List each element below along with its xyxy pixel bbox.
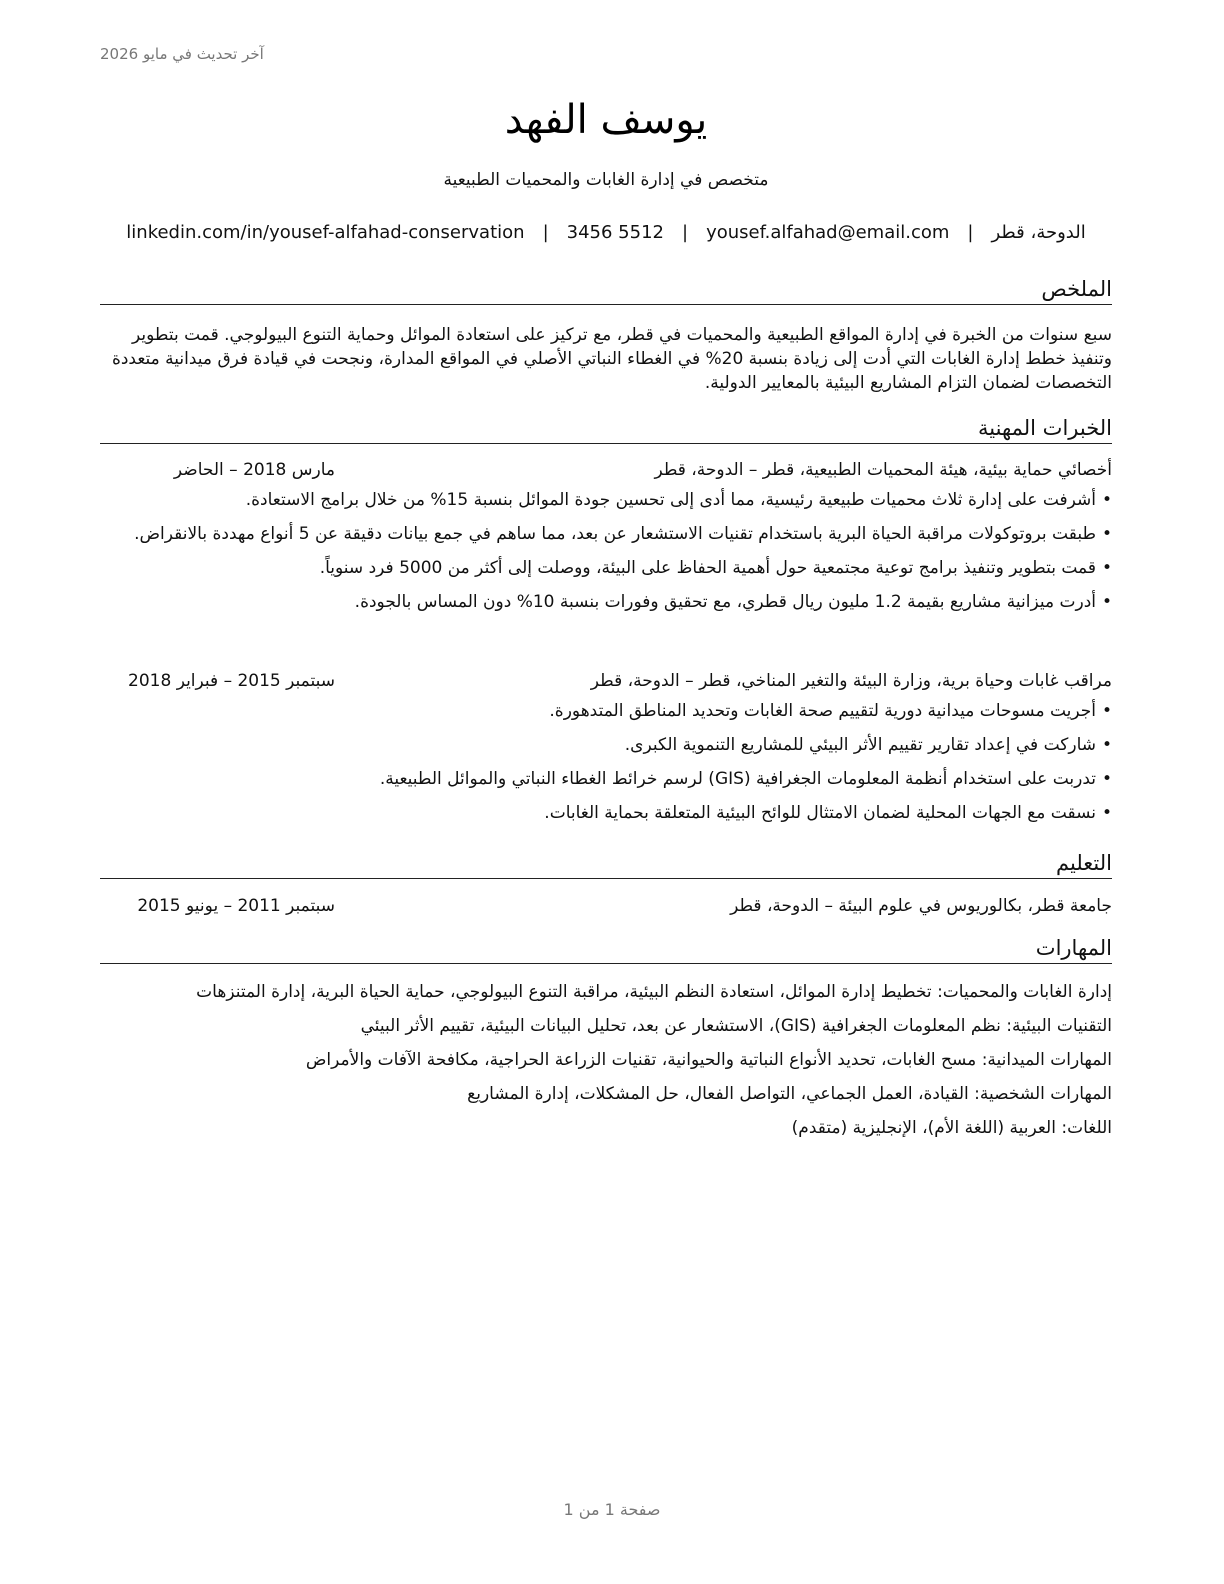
skill-line: المهارات الميدانية: مسح الغابات، تحديد الأنواع النباتية والحيوانية، تقنيات الزراعة الحراجية، مكافحة الآفات والأمراض [305, 1050, 1112, 1070]
section-heading-skills: المهارات [100, 934, 1112, 964]
contact-phone[interactable]: 3456 5512 [566, 222, 664, 243]
list-item: • قمت بتطوير وتنفيذ برامج توعية مجتمعية حول أهمية الحفاظ على البيئة، ووصلت إلى أكثر من 5000 فرد سنوياً. [100, 556, 1112, 580]
job-role: أخصائي حماية بيئية، هيئة المحميات الطبيعية، قطر – الدوحة، قطر [654, 460, 1112, 480]
list-item: • أشرفت على إدارة ثلاث محميات طبيعية رئيسية، مما أدى إلى تحسين جودة الموائل بنسبة 15% من خلال برامج الاستعادة. [100, 488, 1112, 512]
contact-separator: | [542, 222, 549, 243]
job-bullets [100, 488, 1112, 624]
page-number: صفحة 1 من 1 [563, 1500, 661, 1519]
education-degree: جامعة قطر، بكالوريوس في علوم البيئة – الدوحة، قطر [730, 896, 1112, 916]
skill-line: التقنيات البيئية: نظم المعلومات الجغرافية (GIS)، الاستشعار عن بعد، تحليل البيانات البيئية، تقييم الأثر البيئي [360, 1016, 1112, 1036]
last-updated-note: آخر تحديث في مايو 2026 [100, 45, 264, 63]
skill-line: اللغات: العربية (اللغة الأم)، الإنجليزية (متقدم) [791, 1118, 1112, 1138]
job-header [100, 668, 1112, 694]
job-dates: سبتمبر 2015 – فبراير 2018 [128, 671, 335, 691]
skill-line: المهارات الشخصية: القيادة، العمل الجماعي، التواصل الفعال، حل المشكلات، إدارة المشاريع [467, 1084, 1112, 1104]
list-item: • نسقت مع الجهات المحلية لضمان الامتثال للوائح البيئية المتعلقة بحماية الغابات. [100, 801, 1112, 825]
job-dates: مارس 2018 – الحاضر [173, 460, 335, 480]
section-heading-education: التعليم [100, 849, 1112, 879]
section-heading-summary: الملخص [100, 275, 1112, 305]
list-item: • أدرت ميزانية مشاريع بقيمة 1.2 مليون ريال قطري، مع تحقيق وفورات بنسبة 10% دون المساس بالجودة. [100, 590, 1112, 614]
summary-text: سبع سنوات من الخبرة في إدارة المواقع الطبيعية والمحميات في قطر، مع تركيز على استعادة الموائل وحماية التنوع البيولوجي. قمت بتطوير وتنفيذ خطط إدارة الغابات التي أدت إلى زيادة بنسبة 20% في الغطاء النباتي الأصلي في المواقع المدارة، ونجحت في قيادة فرق ميدانية متعددة التخصصات لضمان التزام المشاريع البيئية بالمعايير الدولية. [111, 325, 1112, 393]
resume-page [100, 0, 1112, 1584]
contact-line [100, 222, 1112, 243]
list-item: • طبقت بروتوكولات مراقبة الحياة البرية باستخدام تقنيات الاستشعار عن بعد، مما ساهم في جمع بيانات دقيقة عن 5 أنواع مهددة بالانقراض. [100, 522, 1112, 546]
list-item: • أجريت مسوحات ميدانية دورية لتقييم صحة الغابات وتحديد المناطق المتدهورة. [100, 699, 1112, 723]
section-heading-experience: الخبرات المهنية [100, 414, 1112, 444]
job-header [100, 457, 1112, 483]
contact-separator: | [681, 222, 689, 243]
education-dates: سبتمبر 2011 – يونيو 2015 [137, 896, 335, 916]
job-role: مراقب غابات وحياة برية، وزارة البيئة والتغير المناخي، قطر – الدوحة، قطر [590, 671, 1112, 691]
skills-list [100, 975, 1112, 1145]
candidate-title: متخصص في إدارة الغابات والمحميات الطبيعية [443, 170, 769, 190]
contact-email[interactable]: yousef.alfahad@email.com [706, 222, 950, 243]
candidate-name: يوسف الفهد [504, 97, 708, 143]
list-item: • تدربت على استخدام أنظمة المعلومات الجغرافية (GIS) لرسم خرائط الغطاء النباتي والموائل الطبيعية. [100, 767, 1112, 791]
list-item: • شاركت في إعداد تقارير تقييم الأثر البيئي للمشاريع التنموية الكبرى. [100, 733, 1112, 757]
skill-line: إدارة الغابات والمحميات: تخطيط إدارة الموائل، استعادة النظم البيئية، مراقبة التنوع البيولوجي، حماية الحياة البرية، إدارة المتنزهات [196, 982, 1112, 1002]
contact-separator: | [967, 222, 974, 243]
contact-linkedin[interactable]: linkedin.com/in/yousef-alfahad-conservation [126, 222, 525, 243]
job-bullets [100, 699, 1112, 835]
education-entry [100, 893, 1112, 919]
contact-location: الدوحة، قطر [991, 222, 1086, 243]
